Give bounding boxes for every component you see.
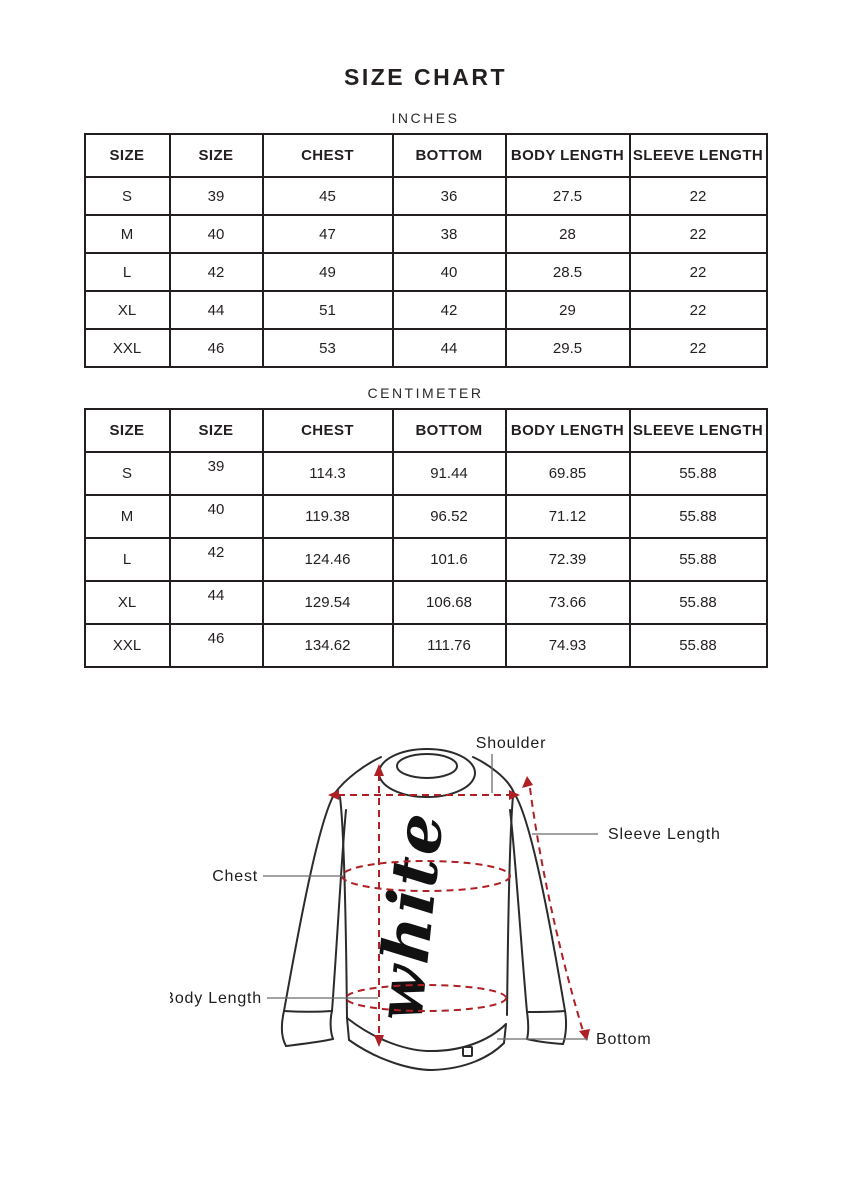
table-header-row [85,409,767,452]
bottom-cell: 38 [393,215,506,253]
sleeve-length-cell: 22 [630,177,767,215]
bottom-cell: 91.44 [393,452,506,495]
chest-cell: 119.38 [263,495,393,538]
size-cell: XXL [85,329,170,367]
chest-cell: 53 [263,329,393,367]
sleeve-length-cell: 55.88 [630,581,767,624]
column-header: SIZE [170,409,263,452]
sleeve-length-cell: 55.88 [630,538,767,581]
chest-cell: 49 [263,253,393,291]
table-header-row [85,134,767,177]
garment-script-text: white [362,806,459,1025]
column-header: SIZE [85,409,170,452]
body-length-cell: 28 [506,215,630,253]
sleeve-length-cell: 22 [630,215,767,253]
table-row [85,624,767,667]
column-header: CHEST [263,134,393,177]
size-cell: XL [85,581,170,624]
bottom-cell: 36 [393,177,506,215]
sweater-diagram-svg [170,710,730,1090]
chest-cell: 129.54 [263,581,393,624]
size-cell: XL [85,291,170,329]
sleeve-length-cell: 55.88 [630,452,767,495]
collar-inner [397,754,457,778]
page-title: SIZE CHART [344,64,507,90]
sleeve-length-cell: 55.88 [630,495,767,538]
size-number-cell: 42 [170,253,263,291]
body-length-label: Body Length [170,990,262,1007]
chest-cell: 134.62 [263,624,393,667]
body-length-cell: 74.93 [506,624,630,667]
size-cell: M [85,215,170,253]
chest-cell: 45 [263,177,393,215]
table-row [85,538,767,581]
size-number-cell: 42 [170,538,263,581]
shoulder-label: Shoulder [475,735,547,752]
body-length-cell: 29 [506,291,630,329]
bottom-cell: 42 [393,291,506,329]
size-cell: M [85,495,170,538]
table-row [85,581,767,624]
size-cell: L [85,253,170,291]
chest-label: Chest [212,868,258,885]
size-number-cell: 40 [170,495,263,538]
table-row [85,291,767,329]
bottom-cell: 101.6 [393,538,506,581]
size-number-cell: 46 [170,329,263,367]
table-row [85,253,767,291]
column-header: BODY LENGTH [506,409,630,452]
size-cell: L [85,538,170,581]
table-row [85,452,767,495]
size-number-cell: 39 [170,177,263,215]
body-length-cell: 72.39 [506,538,630,581]
size-cell: S [85,452,170,495]
chest-cell: 124.46 [263,538,393,581]
hem-tag [463,1047,472,1056]
body-length-cell: 73.66 [506,581,630,624]
size-number-cell: 40 [170,215,263,253]
column-header: SLEEVE LENGTH [630,409,767,452]
chest-cell: 114.3 [263,452,393,495]
size-table-centimeter [84,408,768,668]
size-table-inches [84,133,768,368]
bottom-cell: 40 [393,253,506,291]
chest-cell: 51 [263,291,393,329]
column-header: BOTTOM [393,409,506,452]
chest-cell: 47 [263,215,393,253]
sleeve-measure-line [530,788,583,1031]
column-header: BOTTOM [393,134,506,177]
unit-label-inches: INCHES [391,110,460,126]
body-length-cell: 28.5 [506,253,630,291]
column-header: BODY LENGTH [506,134,630,177]
bottom-cell: 111.76 [393,624,506,667]
bottom-cell: 44 [393,329,506,367]
sleeve-length-cell: 55.88 [630,624,767,667]
sleeve-length-cell: 22 [630,329,767,367]
size-number-cell: 39 [170,452,263,495]
unit-label-centimeter: CENTIMETER [367,385,484,401]
size-number-cell: 44 [170,581,263,624]
table-row [85,177,767,215]
bottom-label: Bottom [596,1031,652,1048]
size-cell: XXL [85,624,170,667]
bottom-cell: 106.68 [393,581,506,624]
column-header: CHEST [263,409,393,452]
collar-outer [379,749,475,797]
body-length-cell: 29.5 [506,329,630,367]
sleeve-length-label: Sleeve Length [608,826,721,843]
bottom-cell: 96.52 [393,495,506,538]
column-header: SIZE [85,134,170,177]
column-header: SIZE [170,134,263,177]
table-row [85,495,767,538]
body-length-cell: 27.5 [506,177,630,215]
sleeve-length-cell: 22 [630,291,767,329]
size-cell: S [85,177,170,215]
size-number-cell: 44 [170,291,263,329]
measurement-diagram [170,710,730,1090]
column-header: SLEEVE LENGTH [630,134,767,177]
table-row [85,215,767,253]
table-row [85,329,767,367]
body-length-cell: 69.85 [506,452,630,495]
size-number-cell: 46 [170,624,263,667]
body-length-cell: 71.12 [506,495,630,538]
sleeve-length-cell: 22 [630,253,767,291]
